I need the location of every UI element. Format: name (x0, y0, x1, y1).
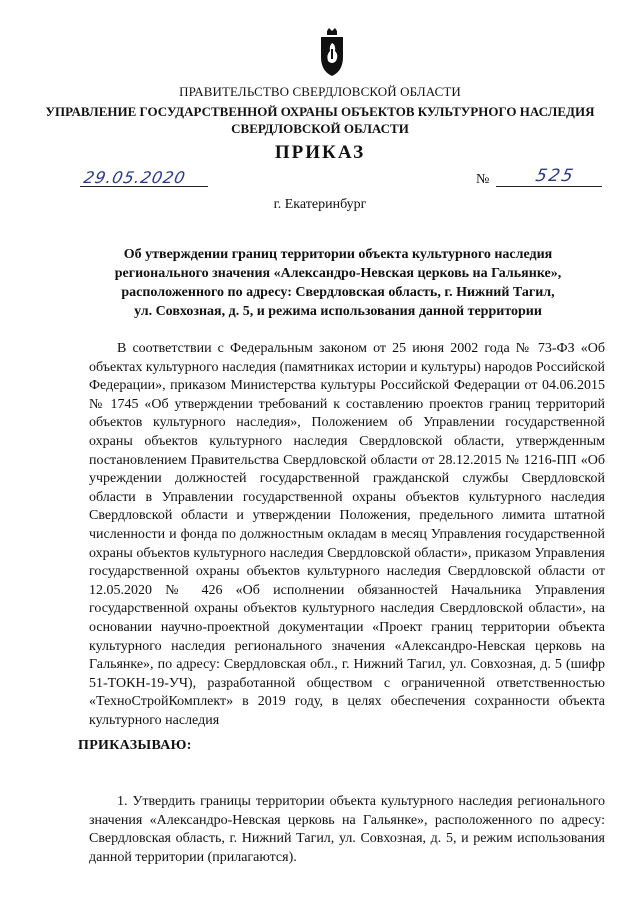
coat-of-arms-icon (318, 27, 346, 77)
order-subject (78, 245, 598, 321)
number-underline (496, 186, 602, 187)
department-name (0, 103, 640, 137)
order-date-field (80, 168, 210, 190)
number-sign: № (476, 172, 490, 187)
order-number-field (476, 168, 604, 190)
city-line: г. Екатеринбург (273, 197, 367, 212)
department-line-2: СВЕРДЛОВСКОЙ ОБЛАСТИ (231, 121, 409, 136)
subject-line-1: Об утверждении границ территории объекта культурного наследия (123, 247, 553, 262)
order-number: 525 (533, 166, 577, 186)
order-item-1: 1. Утвердить границы территории объекта культурного наследия регионального значения «Александро-Невская церковь на Гальянке», расположенного по адресу: Свердловская область, г. Нижний Тагил, ул. Совхозная, д. 5, и режим использования данной территории (прилагаются). (89, 794, 605, 865)
preamble-paragraph: В соответствии с Федеральным законом от 25 июня 2002 года № 73-ФЗ «Об объектах культурного наследия (памятниках истории и культуры) народов Российской Федерации», приказом Министерства культуры Российской Федерации от 04.06.2015 № 1745 «Об утверждении требований к составлению проектов границ территорий объектов культурного наследия», Положением об Управлении государственной охраны объектов культурного наследия Свердловской области, утвержденным постановлением Правительства Свердловской области от 28.12.2015 № 1216-ПП «Об учреждении должностей государственной гражданской службы Свердловской области в Управлении государственной охраны объектов культурного наследия Свердловской области и утверждении Положения, предельного лимита штатной численности и фонда по должностным окладам в месяц Управления государственной охраны объектов культурного наследия Свердловской области», приказом Управления государственной охраны объектов культурного наследия Свердловской области от 12.05.2020 № 426 «Об исполнении обязанностей Начальника Управления государственной охраны объектов культурного наследия Свердловской области», на основании научно-проектной документации «Проект границ территории объекта культурного наследия регионального значения «Александро-Невская церковь на Гальянке», по адресу: Свердловская обл., г. Нижний Тагил, ул. Совхозная, д. 5 (шифр 51-ТОКН-19-УЧ), разработанной обществом с ограниченной ответственностью «ТехноСтройКомплект» в 2019 году, в целях обеспечения сохранности объекта культурного наследия (89, 341, 605, 728)
subject-line-4: ул. Совхозная, д. 5, и режима использования данной территории (134, 304, 542, 319)
subject-line-3: расположенного по адресу: Свердловская область, г. Нижний Тагил, (121, 285, 555, 300)
decree-heading: ПРИКАЗЫВАЮ: (78, 738, 192, 753)
department-line-1: УПРАВЛЕНИЕ ГОСУДАРСТВЕННОЙ ОХРАНЫ ОБЪЕКТОВ КУЛЬТУРНОГО НАСЛЕДИЯ (45, 104, 595, 119)
document-type-title: ПРИКАЗ (274, 142, 366, 163)
order-date: 29.05.2020 (81, 168, 188, 187)
subject-line-2: регионального значения «Александро-Невская церковь на Гальянке», (114, 266, 562, 281)
date-underline (80, 186, 208, 187)
government-name: ПРАВИТЕЛЬСТВО СВЕРДЛОВСКОЙ ОБЛАСТИ (179, 84, 461, 99)
